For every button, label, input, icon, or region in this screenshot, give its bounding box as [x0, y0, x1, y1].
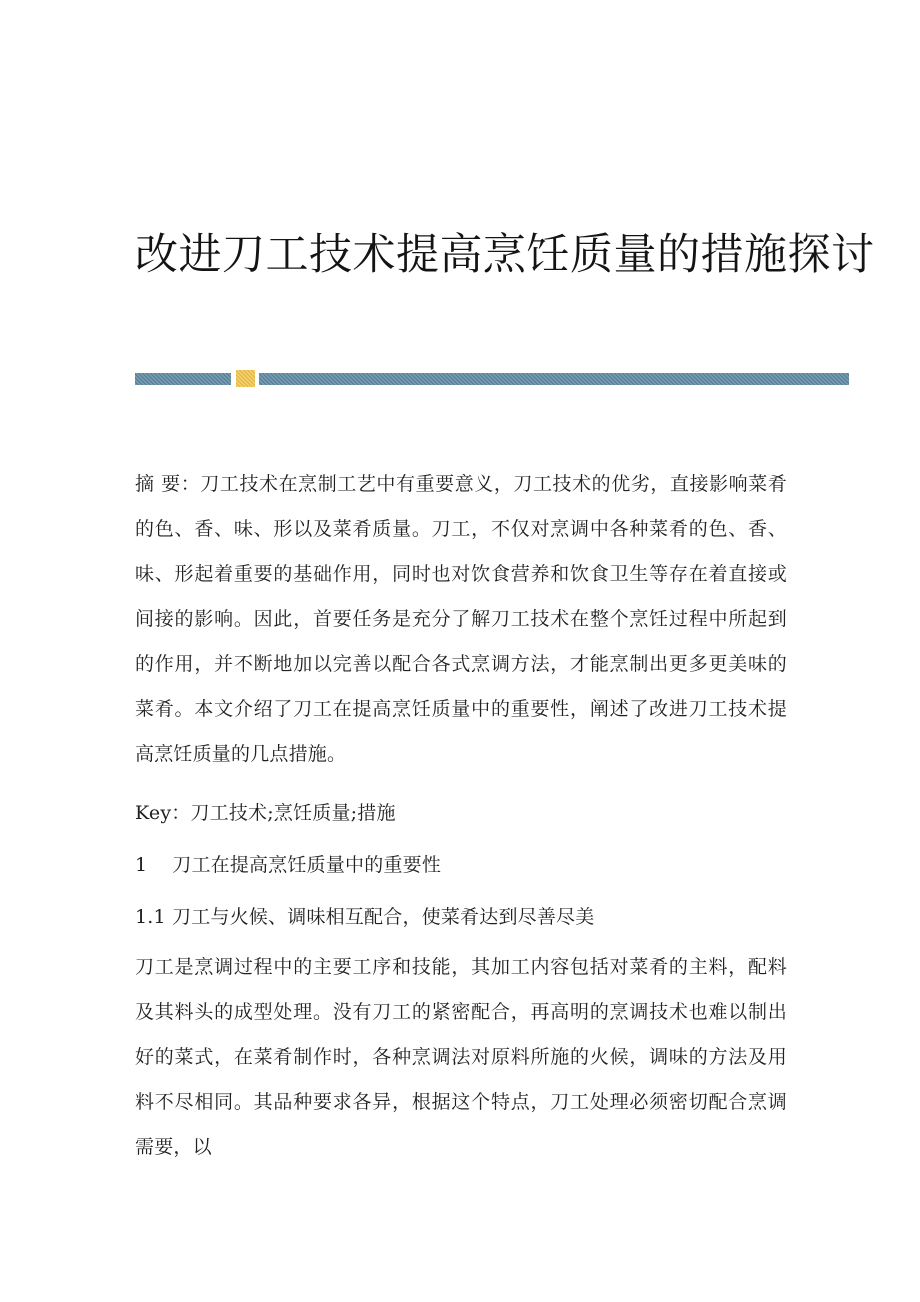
decorative-divider — [135, 368, 849, 386]
document-body — [135, 462, 787, 1170]
keywords-line: Key：刀工技术;烹饪质量;措施 — [135, 802, 396, 824]
section-1-1-body: 刀工是烹调过程中的主要工序和技能，其加工内容包括对菜肴的主料，配料及其料头的成型处理。没有刀工的紧密配合，再高明的烹调技术也难以制出好的菜式，在菜肴制作时，各种烹调法对原料所施的火候，调味的方法及用料不尽相同。其品种要求各异，根据这个特点，刀工处理必须密切配合烹调需要，以 — [135, 956, 787, 1158]
section-heading-1: 1 刀工在提高烹饪质量中的重要性 — [135, 854, 442, 876]
diamond-icon — [236, 370, 255, 387]
divider-bar-left — [135, 373, 231, 385]
divider-bar-right — [259, 373, 849, 385]
section-heading-1-1: 1.1 刀工与火候、调味相互配合，使菜肴达到尽善尽美 — [135, 906, 595, 928]
abstract-paragraph: 摘 要：刀工技术在烹制工艺中有重要意义，刀工技术的优劣，直接影响菜肴的色、香、味、形以及菜肴质量。刀工，不仅对烹调中各种菜肴的色、香、味、形起着重要的基础作用，同时也对饮食营养和饮食卫生等存在着直接或间接的影响。因此，首要任务是充分了解刀工技术在整个烹饪过程中所起到的作用，并不断地加以完善以配合各式烹调方法，才能烹制出更多更美味的菜肴。本文介绍了刀工在提高烹饪质量中的重要性，阐述了改进刀工技术提高烹饪质量的几点措施。 — [135, 473, 787, 765]
page-title: 改进刀工技术提高烹饪质量的措施探讨 — [135, 229, 875, 280]
